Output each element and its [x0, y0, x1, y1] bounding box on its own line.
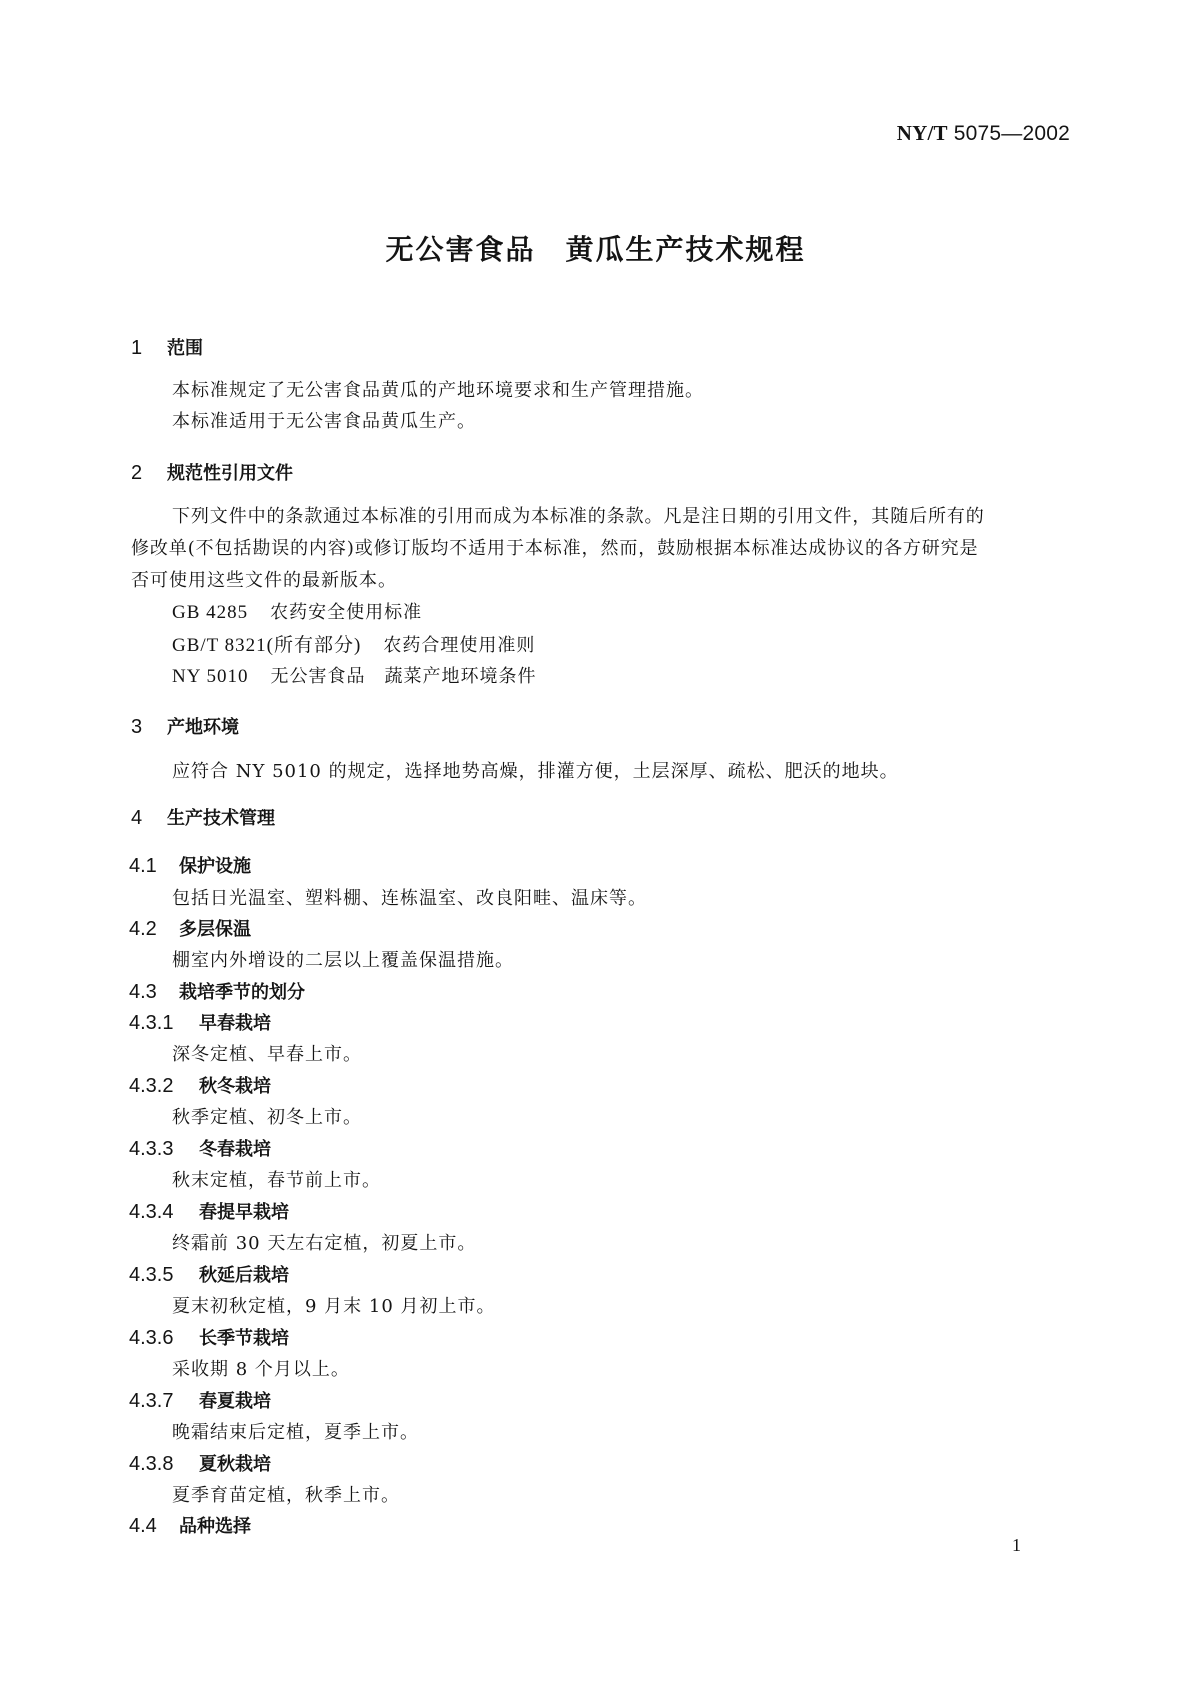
section-heading-3: 3 产地环境	[131, 716, 239, 738]
season-text-4-3-7: 晚霜结束后定植，夏季上市。	[172, 1422, 419, 1443]
subsection-4-1-text: 包括日光温室、塑料棚、连栋温室、改良阳畦、温床等。	[172, 888, 647, 909]
season-heading-4-3-4: 4.3.4 春提早栽培	[129, 1201, 289, 1223]
section-heading-1: 1 范围	[131, 337, 203, 359]
subsection-heading-4-1: 4.1 保护设施	[129, 855, 251, 877]
section-2-paragraph-line-3: 否可使用这些文件的最新版本。	[131, 570, 397, 591]
season-heading-4-3-5: 4.3.5 秋延后栽培	[129, 1264, 289, 1286]
season-heading-4-3-8: 4.3.8 夏秋栽培	[129, 1453, 271, 1475]
section-heading-2: 2 规范性引用文件	[131, 462, 293, 484]
season-text-4-3-5: 夏末初秋定植，9 月末 10 月初上市。	[172, 1296, 496, 1317]
reference-item: GB/T 8321(所有部分) 农药合理使用准则	[172, 635, 536, 656]
section-1-paragraph-2: 本标准适用于无公害食品黄瓜生产。	[172, 411, 476, 432]
reference-item: NY 5010 无公害食品 蔬菜产地环境条件	[172, 666, 537, 687]
reference-item: GB 4285 农药安全使用标准	[172, 602, 423, 623]
season-text-4-3-2: 秋季定植、初冬上市。	[172, 1107, 362, 1128]
section-heading-4: 4 生产技术管理	[131, 807, 275, 829]
subsection-heading-4-2: 4.2 多层保温	[129, 918, 251, 940]
season-heading-4-3-1: 4.3.1 早春栽培	[129, 1012, 271, 1034]
subsection-heading-4-3: 4.3 栽培季节的划分	[129, 981, 305, 1003]
season-heading-4-3-6: 4.3.6 长季节栽培	[129, 1327, 289, 1349]
standard-number	[897, 121, 1070, 146]
season-text-4-3-6: 采收期 8 个月以上。	[172, 1359, 350, 1380]
season-text-4-3-3: 秋末定植，春节前上市。	[172, 1170, 381, 1191]
season-heading-4-3-7: 4.3.7 春夏栽培	[129, 1390, 271, 1412]
subsection-heading-4-4: 4.4 品种选择	[129, 1515, 251, 1537]
season-text-4-3-4: 终霜前 30 天左右定植，初夏上市。	[172, 1233, 477, 1254]
title-part-2: 黄瓜生产技术规程	[565, 233, 806, 266]
document-title	[0, 228, 1191, 268]
section-2-paragraph-line-1: 下列文件中的条款通过本标准的引用而成为本标准的条款。凡是注日期的引用文件，其随后所有的	[172, 506, 985, 527]
page-number: 1	[1012, 1535, 1021, 1555]
standard-code: 5075—2002	[953, 122, 1070, 145]
section-3-paragraph: 应符合 NY 5010 的规定，选择地势高燥，排灌方便，土层深厚、疏松、肥沃的地块。	[172, 761, 899, 782]
season-heading-4-3-3: 4.3.3 冬春栽培	[129, 1138, 271, 1160]
title-part-1: 无公害食品	[385, 233, 536, 266]
season-heading-4-3-2: 4.3.2 秋冬栽培	[129, 1075, 271, 1097]
standard-prefix: NY/T	[896, 121, 948, 145]
subsection-4-2-text: 棚室内外增设的二层以上覆盖保温措施。	[172, 950, 514, 971]
section-2-paragraph-line-2: 修改单(不包括勘误的内容)或修订版均不适用于本标准，然而，鼓励根据本标准达成协议的各方研究是	[131, 538, 979, 559]
season-text-4-3-8: 夏季育苗定植，秋季上市。	[172, 1485, 400, 1506]
section-1-paragraph-1: 本标准规定了无公害食品黄瓜的产地环境要求和生产管理措施。	[172, 380, 704, 401]
season-text-4-3-1: 深冬定植、早春上市。	[172, 1044, 362, 1065]
